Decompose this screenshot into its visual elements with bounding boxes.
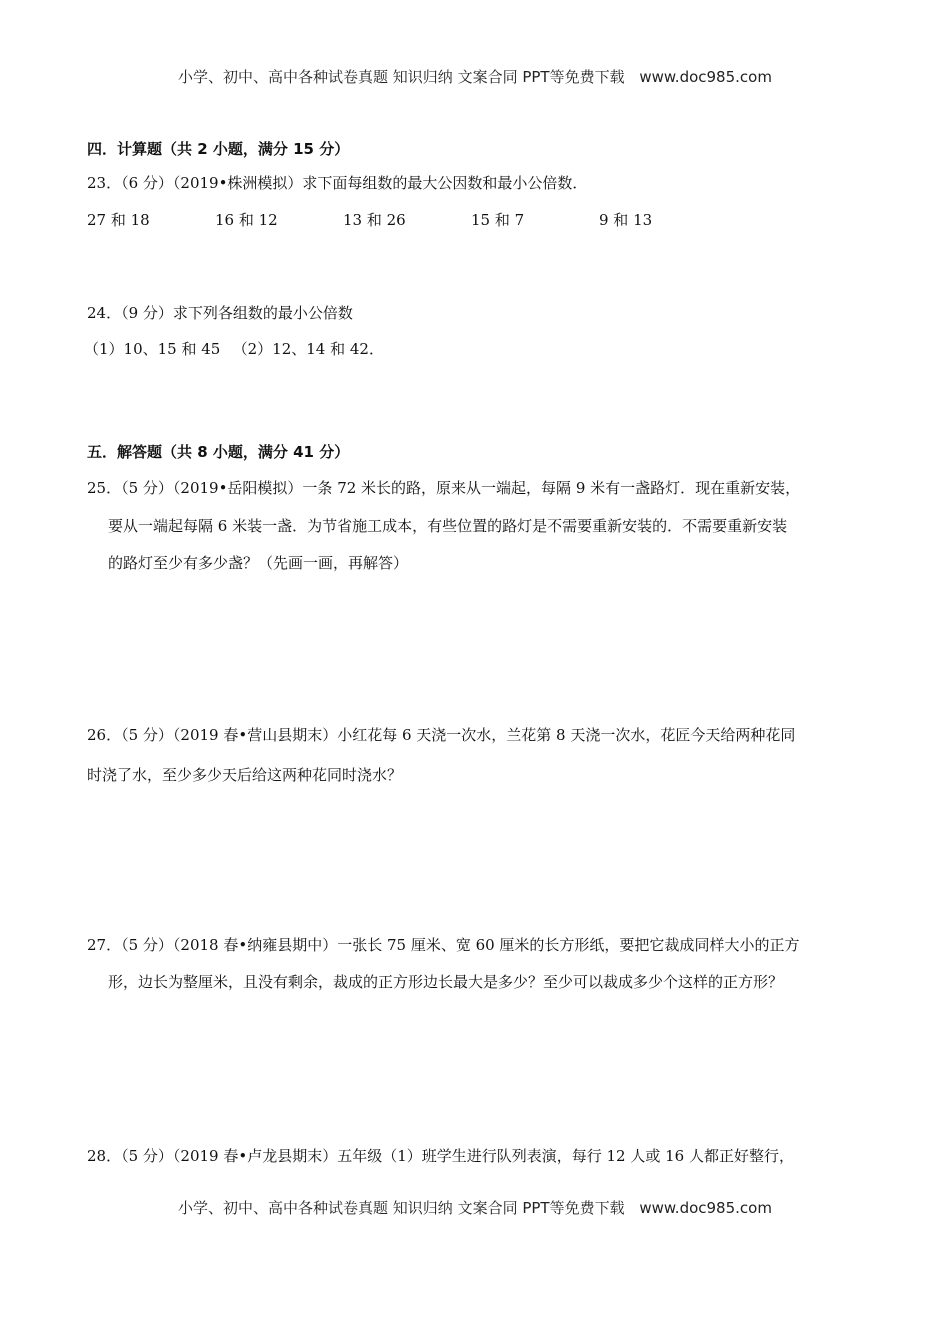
page-footer (0, 1197, 950, 1218)
page-header (0, 66, 950, 87)
section-4-title: 四．计算题（共 2 小题，满分 15 分） (87, 140, 350, 158)
question-28-line-1: 28．（5 分）（2019 春•卢龙县期末）五年级（1）班学生进行队列表演，每行 12 人或 16 人都正好整行， (87, 1147, 794, 1165)
question-23: 23．（6 分）（2019•株洲模拟）求下面每组数的最大公因数和最小公倍数． (87, 174, 588, 192)
question-23-groups (87, 209, 727, 230)
group-4: 15 和 7 (471, 211, 525, 229)
group-1: 27 和 18 (87, 211, 150, 229)
footer-text: 小学、初中、高中各种试卷真题 知识归纳 文案合同 PPT等免费下载 (178, 1199, 625, 1217)
question-24-parts: （1）10、15 和 45 （2）12、14 和 42． (84, 340, 384, 358)
question-27-line-2: 形，边长为整厘米，且没有剩余，裁成的正方形边长最大是多少？至少可以裁成多少个这样的正方形？ (108, 973, 784, 991)
group-2: 16 和 12 (215, 211, 278, 229)
question-26-line-1: 26．（5 分）（2019 春•营山县期末）小红花每 6 天浇一次水，兰花第 8 天浇一次水，花匠今天给两种花同 (87, 726, 796, 744)
question-25-line-3: 的路灯至少有多少盏？（先画一画，再解答） (108, 554, 409, 572)
question-25-line-1: 25．（5 分）（2019•岳阳模拟）一条 72 米长的路，原来从一端起，每隔 9 米有一盏路灯．现在重新安装， (87, 479, 801, 497)
section-5-title: 五．解答题（共 8 小题，满分 41 分） (87, 443, 350, 461)
header-text: 小学、初中、高中各种试卷真题 知识归纳 文案合同 PPT等免费下载 (178, 68, 625, 86)
header-url: www.doc985.com (639, 68, 772, 86)
question-24: 24．（9 分）求下列各组数的最小公倍数 (87, 304, 353, 322)
question-26-line-2: 时浇了水，至少多少天后给这两种花同时浇水？ (87, 766, 403, 784)
group-3: 13 和 26 (343, 211, 406, 229)
group-5: 9 和 13 (599, 211, 653, 229)
footer-url: www.doc985.com (639, 1199, 772, 1217)
question-27-line-1: 27．（5 分）（2018 春•纳雍县期中）一张长 75 厘米、宽 60 厘米的长方形纸，要把它裁成同样大小的正方 (87, 936, 800, 954)
question-25-line-2: 要从一端起每隔 6 米装一盏．为节省施工成本，有些位置的路灯是不需要重新安装的．不需要重新安装 (108, 517, 788, 535)
